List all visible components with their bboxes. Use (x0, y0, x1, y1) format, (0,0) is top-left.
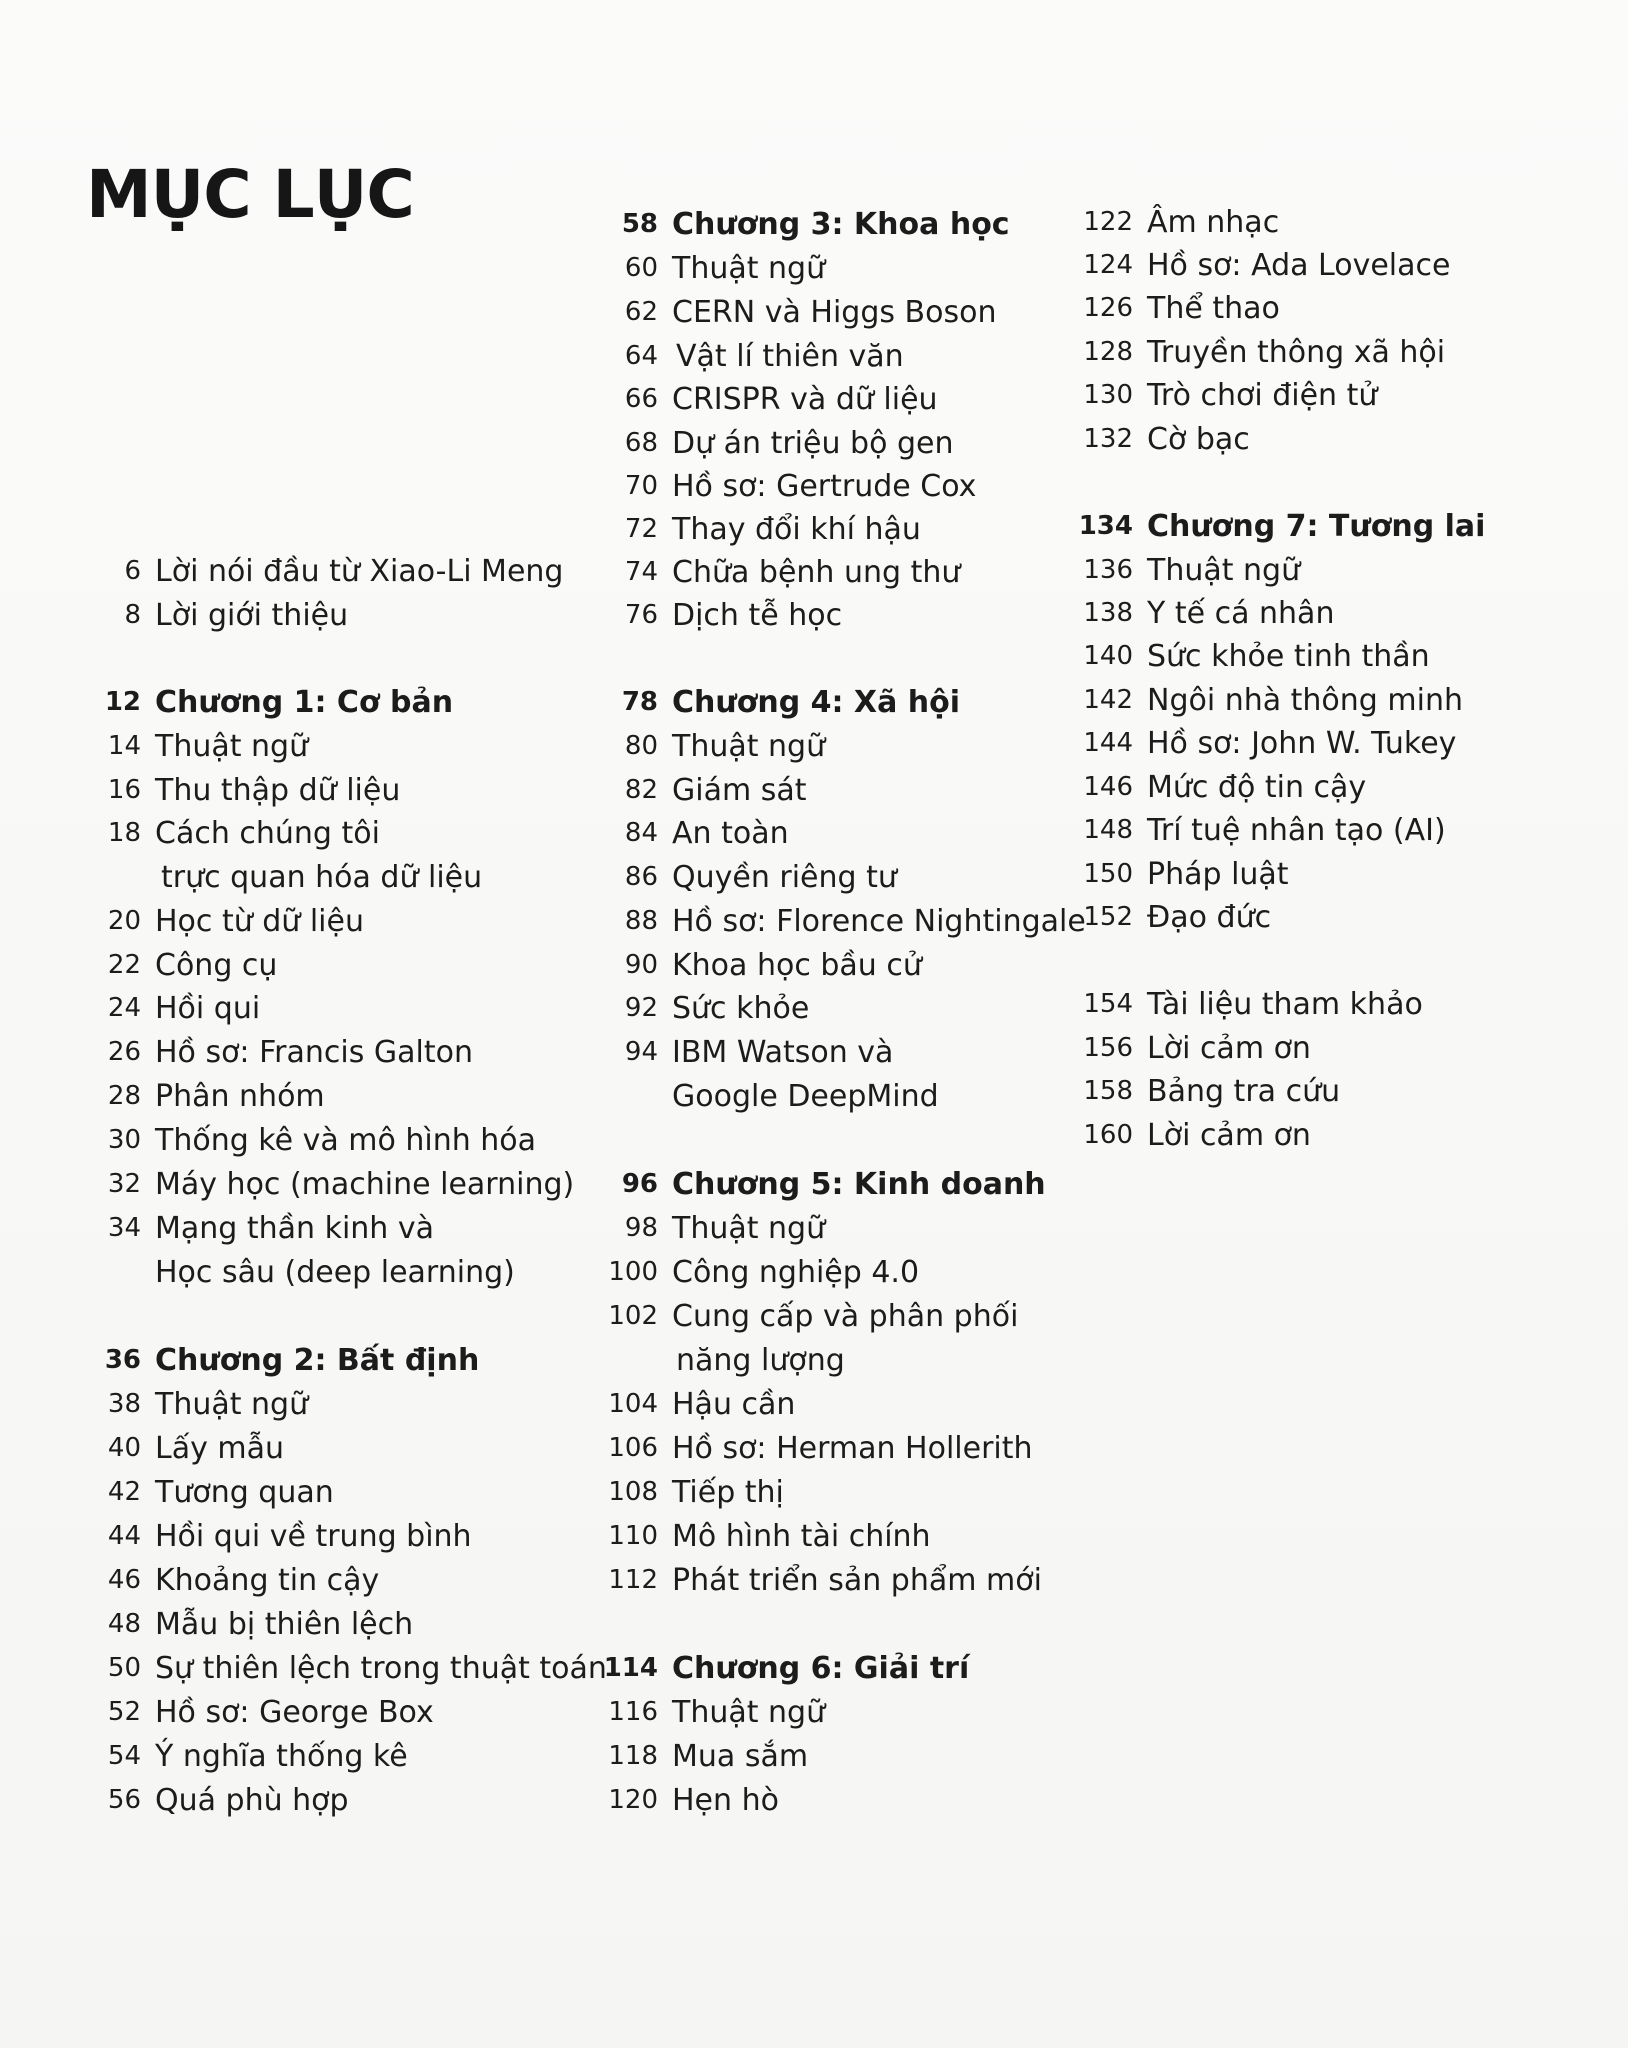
toc-page-number: 44 (107, 1521, 141, 1551)
toc-entry-title: Chương 3: Khoa học (672, 207, 1010, 242)
toc-entry-title: Thuật ngữ (155, 1387, 309, 1422)
toc-entry-title: Chương 4: Xã hội (672, 685, 961, 720)
toc-entry-title: Mức độ tin cậy (1147, 770, 1367, 805)
toc-entry-title: Chương 1: Cơ bản (155, 685, 454, 720)
toc-entry-title: Hồi qui (155, 991, 261, 1026)
toc-page-number: 146 (1083, 772, 1133, 802)
toc-page-number: 48 (107, 1609, 141, 1639)
toc-entry-title: năng lượng (676, 1343, 845, 1378)
toc-page-number: 92 (624, 993, 658, 1023)
toc-page-number: 138 (1083, 598, 1133, 628)
toc-page-number: 112 (608, 1565, 658, 1595)
toc-page-number: 102 (608, 1301, 658, 1331)
toc-entry-title: Quá phù hợp (155, 1783, 349, 1818)
toc-page-number: 62 (624, 297, 658, 327)
toc-page-number: 52 (107, 1697, 141, 1727)
toc-entry-title: Google DeepMind (672, 1079, 939, 1114)
toc-page-number: 88 (624, 906, 658, 936)
toc-page-number: 24 (107, 993, 141, 1023)
toc-page-number: 150 (1083, 859, 1133, 889)
toc-entry-title: An toàn (672, 816, 789, 851)
toc-page-number: 80 (624, 731, 658, 761)
toc-entry-title: Ý nghĩa thống kê (155, 1739, 408, 1774)
toc-page-number: 158 (1083, 1076, 1133, 1106)
toc-page-number: 66 (624, 384, 658, 414)
toc-entry-title: Phát triển sản phẩm mới (672, 1563, 1042, 1598)
toc-entry-title: Bảng tra cứu (1147, 1074, 1341, 1109)
toc-page-number: 126 (1083, 293, 1133, 323)
toc-page-number: 132 (1083, 424, 1133, 454)
toc-page-number: 6 (124, 556, 141, 586)
toc-entry-title: Cờ bạc (1147, 422, 1250, 457)
toc-entry-title: Chương 2: Bất định (155, 1343, 480, 1378)
toc-page-number: 12 (104, 687, 141, 717)
toc-entry-title: Hồ sơ: George Box (155, 1695, 434, 1730)
toc-entry-title: trực quan hóa dữ liệu (161, 860, 483, 895)
toc-page-number: 108 (608, 1477, 658, 1507)
toc-page-number: 70 (624, 471, 658, 501)
toc-page-number: 54 (107, 1741, 141, 1771)
toc-page-number: 94 (624, 1037, 658, 1067)
toc-entry-title: Giám sát (672, 773, 807, 808)
toc-page-number: 130 (1083, 380, 1133, 410)
toc-entry-title: Truyền thông xã hội (1147, 335, 1446, 370)
toc-entry-title: Công cụ (155, 948, 278, 983)
toc-entry-title: Ngôi nhà thông minh (1147, 683, 1463, 718)
toc-page-number: 118 (608, 1741, 658, 1771)
toc-entry-title: Chữa bệnh ung thư (672, 555, 961, 590)
toc-page-number: 72 (624, 514, 658, 544)
toc-entry-title: Thuật ngữ (672, 729, 826, 764)
toc-page-number: 142 (1083, 685, 1133, 715)
toc-page-number: 56 (107, 1785, 141, 1815)
page-title: MỤC LỤC (86, 156, 414, 233)
toc-page-number: 84 (624, 818, 658, 848)
toc-entry-title: Tương quan (155, 1475, 334, 1510)
toc-entry-title: Thay đổi khí hậu (672, 512, 921, 547)
toc-page-number: 20 (107, 906, 141, 936)
toc-page-number: 100 (608, 1257, 658, 1287)
toc-entry-title: Chương 6: Giải trí (672, 1651, 970, 1686)
toc-page-number: 98 (624, 1213, 658, 1243)
toc-entry-title: Mẫu bị thiên lệch (155, 1607, 414, 1642)
toc-entry-title: Mạng thần kinh và (155, 1211, 434, 1246)
toc-entry-title: Lời giới thiệu (155, 598, 349, 633)
toc-entry-title: Quyền riêng tư (672, 860, 897, 895)
toc-page-number: 36 (104, 1345, 141, 1375)
toc-entry-title: Sức khỏe tinh thần (1147, 639, 1430, 674)
toc-page-number: 76 (624, 600, 658, 630)
toc-page-number: 86 (624, 862, 658, 892)
toc-entry-title: Y tế cá nhân (1147, 596, 1335, 631)
toc-entry-title: CERN và Higgs Boson (672, 295, 997, 330)
toc-page-number: 134 (1078, 511, 1133, 541)
toc-page-number: 46 (107, 1565, 141, 1595)
toc-entry-title: Cách chúng tôi (155, 816, 380, 851)
toc-page-number: 114 (603, 1653, 658, 1683)
toc-entry-title: Tài liệu tham khảo (1147, 987, 1423, 1022)
toc-entry-title: Trò chơi điện tử (1147, 378, 1378, 413)
toc-entry-title: Sự thiên lệch trong thuật toán (155, 1651, 607, 1686)
toc-page-number: 90 (624, 950, 658, 980)
toc-entry-title: Hồ sơ: Ada Lovelace (1147, 248, 1451, 283)
toc-page-number: 82 (624, 775, 658, 805)
toc-entry-title: Lời cảm ơn (1147, 1031, 1311, 1066)
toc-page-number: 58 (621, 209, 658, 239)
toc-page-number: 30 (107, 1125, 141, 1155)
toc-page-number: 50 (107, 1653, 141, 1683)
toc-entry-title: Vật lí thiên văn (676, 339, 904, 374)
toc-entry-title: Thuật ngữ (672, 1695, 826, 1730)
toc-page-number: 122 (1083, 207, 1133, 237)
toc-entry-title: Tiếp thị (672, 1475, 784, 1510)
toc-entry-title: Lời cảm ơn (1147, 1118, 1311, 1153)
toc-page-number: 34 (107, 1213, 141, 1243)
toc-page-number: 14 (107, 731, 141, 761)
toc-page-number: 42 (107, 1477, 141, 1507)
toc-entry-title: Mua sắm (672, 1739, 809, 1774)
toc-entry-title: Hẹn hò (672, 1783, 779, 1818)
toc-page-number: 154 (1083, 989, 1133, 1019)
toc-entry-title: Pháp luật (1147, 857, 1289, 892)
toc-page-number: 110 (608, 1521, 658, 1551)
toc-entry-title: Thuật ngữ (672, 1211, 826, 1246)
toc-entry-title: Chương 5: Kinh doanh (672, 1167, 1046, 1202)
toc-page-number: 18 (107, 818, 141, 848)
toc-entry-title: Đạo đức (1147, 900, 1272, 935)
toc-entry-title: Thể thao (1147, 291, 1280, 326)
toc-page-number: 60 (624, 253, 658, 283)
toc-entry-title: Lời nói đầu từ Xiao-Li Meng (155, 554, 564, 589)
toc-page-number: 144 (1083, 728, 1133, 758)
toc-entry-title: Chương 7: Tương lai (1147, 509, 1486, 544)
toc-page-number: 104 (608, 1389, 658, 1419)
toc-entry-title: Thuật ngữ (672, 251, 826, 286)
toc-page-number: 136 (1083, 555, 1133, 585)
toc-entry-title: Lấy mẫu (155, 1431, 285, 1466)
toc-page-number: 106 (608, 1433, 658, 1463)
toc-entry-title: Mô hình tài chính (672, 1519, 931, 1554)
toc-page-number: 96 (621, 1169, 658, 1199)
toc-page-number: 148 (1083, 815, 1133, 845)
toc-entry-title: Sức khỏe (672, 991, 810, 1026)
toc-page-number: 38 (107, 1389, 141, 1419)
toc-entry-title: Học từ dữ liệu (155, 904, 364, 939)
toc-entry-title: Hồi qui về trung bình (155, 1519, 472, 1554)
toc-page-number: 8 (124, 600, 141, 630)
toc-entry-title: Thuật ngữ (155, 729, 309, 764)
toc-page-number: 140 (1083, 641, 1133, 671)
toc-page-number: 156 (1083, 1033, 1133, 1063)
toc-entry-title: Thu thập dữ liệu (155, 773, 401, 808)
toc-entry-title: Hồ sơ: Francis Galton (155, 1035, 473, 1070)
toc-entry-title: Dự án triệu bộ gen (672, 426, 954, 461)
toc-entry-title: Khoa học bầu cử (672, 948, 922, 983)
toc-page-number: 120 (608, 1785, 658, 1815)
toc-entry-title: Hồ sơ: Gertrude Cox (672, 469, 977, 504)
toc-page-number: 124 (1083, 250, 1133, 280)
toc-page-number: 116 (608, 1697, 658, 1727)
toc-page-number: 32 (107, 1169, 141, 1199)
toc-page-number: 152 (1083, 902, 1133, 932)
toc-entry-title: CRISPR và dữ liệu (672, 382, 938, 417)
toc-page-number: 64 (624, 341, 658, 371)
toc-entry-title: Học sâu (deep learning) (155, 1255, 515, 1290)
toc-page-number: 128 (1083, 337, 1133, 367)
toc-page-number: 28 (107, 1081, 141, 1111)
toc-entry-title: Máy học (machine learning) (155, 1167, 575, 1202)
toc-entry-title: IBM Watson và (672, 1035, 894, 1070)
toc-entry-title: Thống kê và mô hình hóa (155, 1123, 537, 1158)
toc-entry-title: Hồ sơ: John W. Tukey (1147, 726, 1457, 761)
toc-entry-title: Dịch tễ học (672, 598, 843, 633)
toc-entry-title: Công nghiệp 4.0 (672, 1255, 920, 1290)
toc-entry-title: Phân nhóm (155, 1079, 325, 1114)
toc-entry-title: Hồ sơ: Herman Hollerith (672, 1431, 1033, 1466)
toc-page-number: 26 (107, 1037, 141, 1067)
toc-page-number: 40 (107, 1433, 141, 1463)
toc-page-number: 68 (624, 428, 658, 458)
toc-page-number: 22 (107, 950, 141, 980)
toc-page-number: 74 (624, 557, 658, 587)
toc-entry-title: Trí tuệ nhân tạo (AI) (1147, 813, 1446, 848)
toc-page-number: 16 (107, 775, 141, 805)
toc-page-number: 160 (1083, 1120, 1133, 1150)
toc-entry-title: Khoảng tin cậy (155, 1563, 380, 1598)
toc-entry-title: Hồ sơ: Florence Nightingale (672, 904, 1086, 939)
toc-entry-title: Cung cấp và phân phối (672, 1299, 1019, 1334)
toc-entry-title: Âm nhạc (1147, 205, 1280, 240)
toc-page-number: 78 (621, 687, 658, 717)
toc-entry-title: Hậu cần (672, 1387, 796, 1422)
toc-entry-title: Thuật ngữ (1147, 553, 1301, 588)
